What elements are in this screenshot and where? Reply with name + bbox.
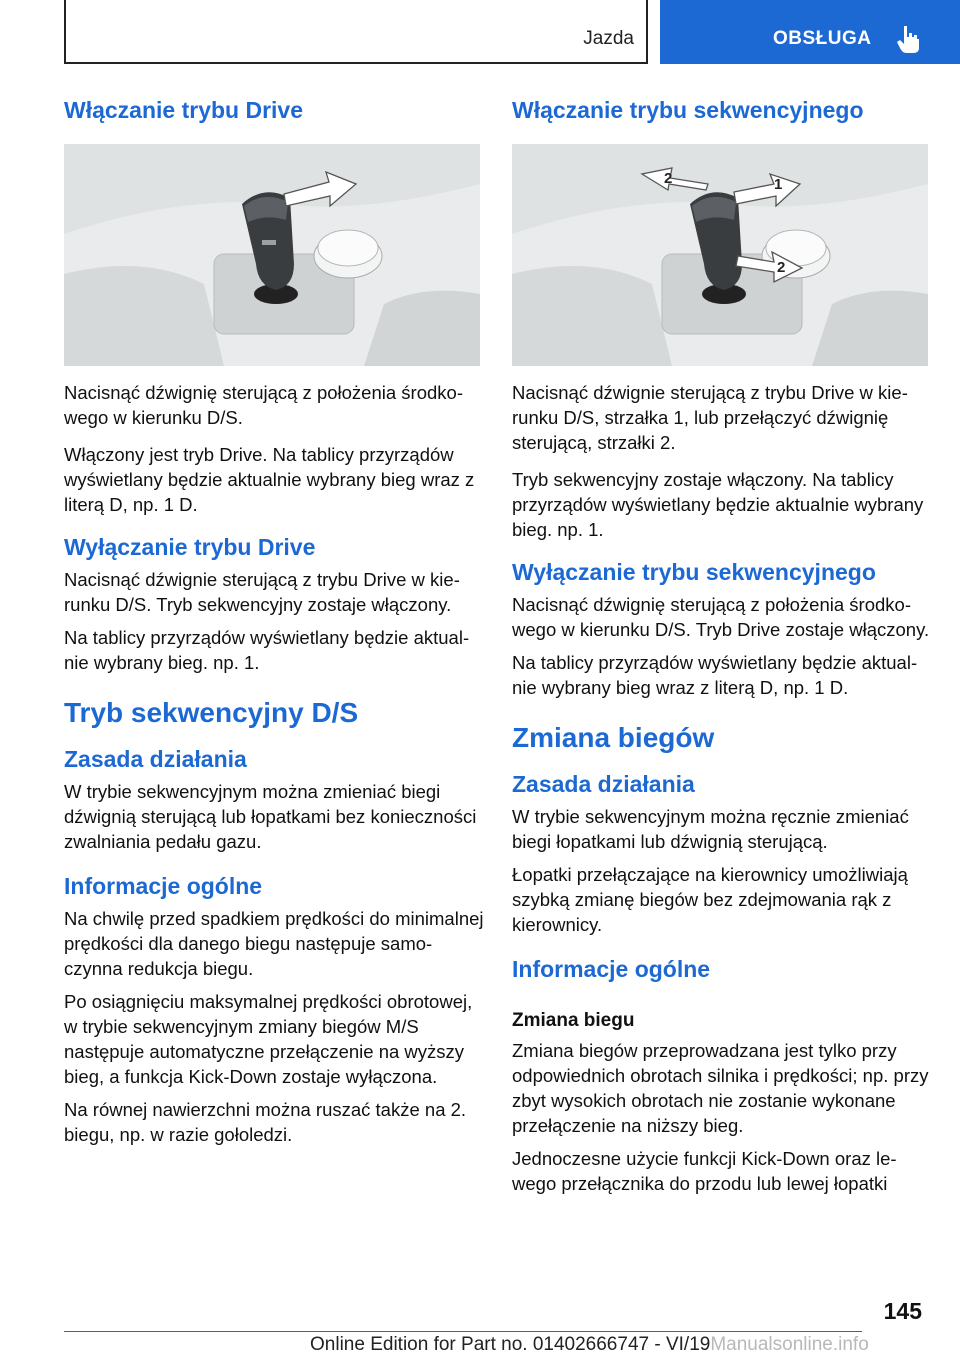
heading-general-info: Informacje ogólne: [512, 956, 711, 983]
paragraph: Nacisnąć dźwignię sterującą z położenia środkowego w kierunku D/S.: [64, 381, 463, 428]
hand-pointer-icon: [896, 24, 922, 54]
arrow-1-label: 1: [774, 175, 783, 193]
gear-selector-arrows-illustration: [512, 144, 928, 366]
gear-selector-illustration: [64, 144, 480, 366]
footer-rule: [64, 1331, 862, 1332]
right-column: [512, 96, 932, 1196]
header-section-box: [64, 0, 648, 64]
page-number: 145: [883, 1298, 922, 1324]
paragraph: Łopatki przełączające na kierownicy umożliwiają szybką zmianę biegów bez zdejmowania rąk z kierownicy.: [512, 864, 908, 936]
edition-text: Online Edition for Part no. 01402666747 - VI/19: [310, 1334, 711, 1355]
arrow-2-top-label: 2: [664, 169, 673, 187]
heading-principle: Zasada działania: [512, 771, 695, 798]
footer-edition-line: [310, 1334, 869, 1356]
paragraph: Nacisnąć dźwignie sterującą z trybu Drive w kierunku D/S. Tryb sekwencyjny zostaje włączony.: [64, 568, 460, 615]
paragraph: Nacisnąć dźwignie sterującą z trybu Drive w kierunku D/S, strzałka 1, lub przełączyć dźwignię sterującą, strzałki 2.: [512, 381, 908, 453]
heading-sequential-ds: Tryb sekwencyjny D/S: [64, 696, 359, 728]
drive-selector-figure: [64, 144, 480, 366]
heading-gear-change: Zmiana biegów: [512, 721, 715, 753]
paragraph: Na tablicy przyrządów wyświetlany będzie aktualnie wybrany bieg wraz z literą D, np. 1 D.: [512, 651, 918, 698]
paragraph: Tryb sekwencyjny zostaje włączony. Na tablicy przyrządów wyświetlany będzie aktualnie wybrany bieg. np. 1.: [512, 468, 924, 540]
paragraph: Zmiana biegów przeprowadzana jest tylko przy odpowiednich obrotach silnika i prędkości; np. przy zbyt wysokich obrotach nie zostanie wykonane przełączenie na niższy bieg.: [512, 1039, 929, 1136]
watermark-text: Manualsonline.info: [710, 1334, 869, 1355]
header-tab-label: OBSŁUGA: [773, 28, 872, 49]
left-column: [64, 96, 484, 1147]
sequential-selector-figure: [512, 144, 928, 366]
heading-general-info: Informacje ogólne: [64, 873, 263, 900]
paragraph: Włączony jest tryb Drive. Na tablicy przyrządów wyświetlany będzie aktualnie wybrany bieg wraz z literą D, np. 1 D.: [64, 443, 475, 515]
heading-sequential-on: Włączanie trybu sekwencyjnego: [512, 97, 864, 123]
paragraph: Na chwilę przed spadkiem prędkości do minimalnej prędkości dla danego biegu następuje samoczynna redukcja biegu.: [64, 907, 484, 979]
paragraph: Na tablicy przyrządów wyświetlany będzie aktualnie wybrany bieg. np. 1.: [64, 626, 470, 673]
heading-sequential-off: Wyłączanie trybu sekwencyjnego: [512, 558, 876, 585]
heading-principle: Zasada działania: [64, 746, 247, 773]
paragraph: Na równej nawierzchni można ruszać także na 2. biegu, np. w razie gołoledzi.: [64, 1098, 467, 1145]
subheading-gear-change: Zmiana biegu: [512, 1009, 635, 1031]
paragraph: Po osiągnięciu maksymalnej prędkości obrotowej, w trybie sekwencyjnym zmiany biegów M/S następuje automatyczne przełączenie na wyższy bieg, a funkcja Kick-Down zostaje wyłączona.: [64, 990, 473, 1087]
paragraph: W trybie sekwencyjnym można ręcznie zmieniać biegi łopatkami lub dźwignią sterującą.: [512, 806, 909, 853]
header-chapter-tab[interactable]: [660, 0, 960, 64]
arrow-2-bottom-label: 2: [777, 258, 786, 276]
paragraph: Jednoczesne użycie funkcji Kick-Down oraz lewego przełącznika do przodu lub lewej łopatki: [512, 1147, 897, 1194]
paragraph: Nacisnąć dźwignię sterującą z położenia środkowego w kierunku D/S. Tryb Drive zostaje włączony.: [512, 593, 930, 640]
heading-drive-on: Włączanie trybu Drive: [64, 97, 304, 123]
paragraph: W trybie sekwencyjnym można zmieniać biegi dźwignią sterującą lub łopatkami bez konieczności zwalniania pedału gazu.: [64, 781, 477, 853]
heading-drive-off: Wyłączanie trybu Drive: [64, 533, 316, 560]
header-section-title: Jazda: [583, 28, 634, 49]
